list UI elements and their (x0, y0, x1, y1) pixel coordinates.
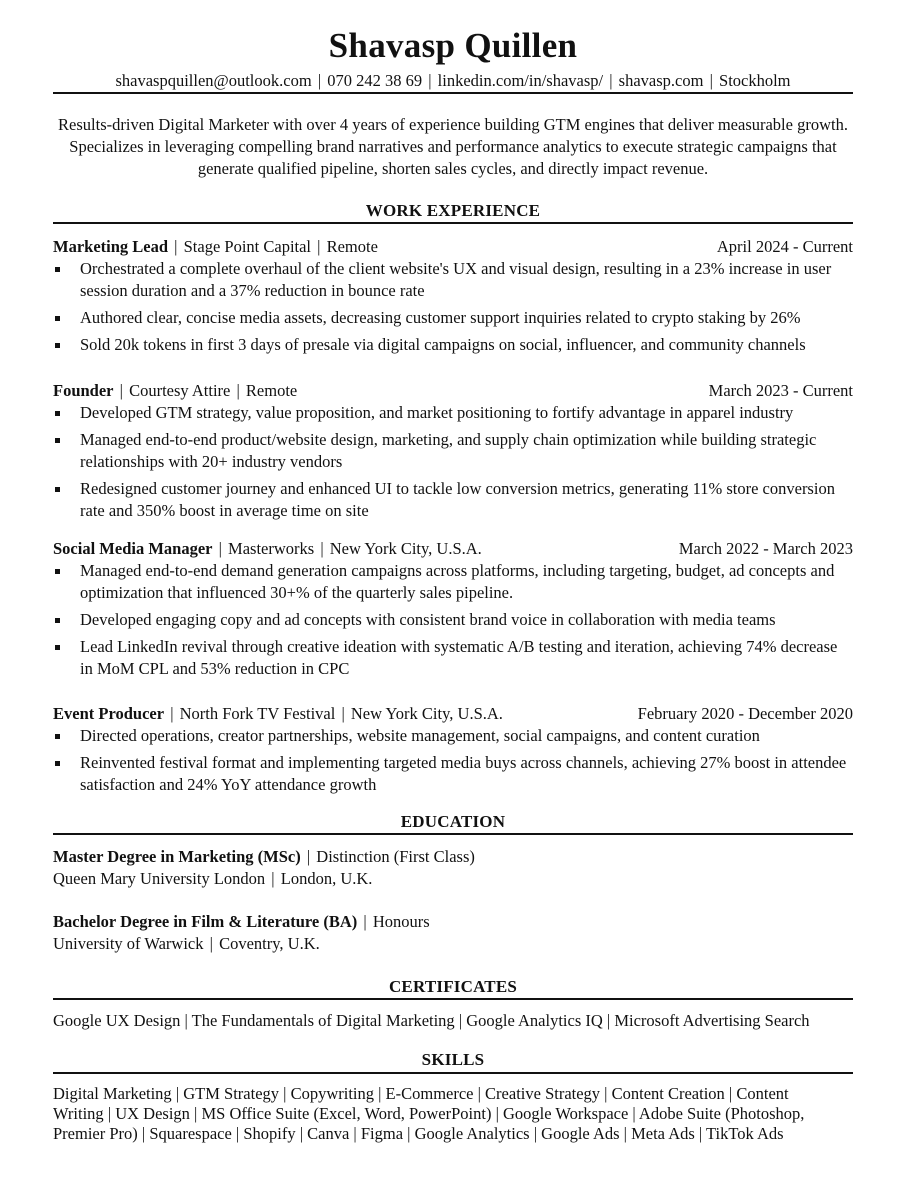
separator: | (709, 71, 713, 90)
list-item: Orchestrated a complete overhaul of the client website's UX and visual design, resulting in a 23% increase in user session duration and a 37% reduction in bounce rate (53, 258, 853, 302)
list-item: Developed GTM strategy, value proposition, and market positioning to fortify advantage in apparel industry (53, 402, 853, 424)
job-dates: February 2020 - December 2020 (637, 704, 853, 723)
school-name: University of Warwick (53, 934, 204, 953)
job-entry-marketing-lead (53, 236, 853, 361)
section-divider (53, 1072, 853, 1074)
bullet-square-icon (55, 645, 60, 650)
job-location: New York City, U.S.A. (350, 704, 503, 723)
website-link[interactable]: shavasp.com (618, 71, 704, 90)
separator: | (428, 71, 432, 90)
certificates-list: Google UX Design | The Fundamentals of Digital Marketing | Google Analytics IQ | Microsoft Advertising Search (53, 1011, 810, 1030)
separator: | (236, 381, 240, 400)
list-item: Lead LinkedIn revival through creative ideation with systematic A/B testing and iteration, achieving 74% decrease in MoM CPL and 53% reduction in CPC (53, 636, 853, 680)
separator: | (174, 237, 178, 256)
job-bullet-list (53, 258, 853, 356)
list-item: Reinvented festival format and implementing targeted media buys across channels, achieving 27% boost in attendee satisfaction and 24% YoY attendance growth (53, 752, 853, 796)
bullet-square-icon (55, 569, 60, 574)
school-location: London, U.K. (280, 869, 373, 888)
separator: | (170, 704, 174, 723)
bullet-square-icon (55, 618, 60, 623)
location: Stockholm (719, 71, 791, 90)
education-entry-masters (53, 846, 853, 890)
section-title-work-experience: WORK EXPERIENCE (365, 201, 541, 220)
separator: | (218, 539, 222, 558)
bullet-square-icon (55, 487, 60, 492)
section-divider (53, 998, 853, 1000)
separator: | (271, 869, 275, 888)
job-dates: April 2024 - Current (716, 237, 853, 256)
job-location: Remote (245, 381, 298, 400)
separator: | (609, 71, 613, 90)
degree-honor: Honours (372, 912, 430, 931)
bullet-square-icon (55, 438, 60, 443)
degree-honor: Distinction (First Class) (316, 847, 475, 866)
job-title: Event Producer (53, 704, 165, 723)
job-bullet-list (53, 560, 853, 680)
job-header (53, 380, 853, 402)
list-item: Directed operations, creator partnerships, website management, social campaigns, and content curation (53, 725, 853, 747)
job-title: Marketing Lead (53, 237, 169, 256)
company-name: North Fork TV Festival (179, 704, 336, 723)
job-header (53, 236, 853, 258)
list-item: Redesigned customer journey and enhanced UI to tackle low conversion metrics, generating 11% store conversion rate and 350% boost in average time on site (53, 478, 853, 522)
school-location: Coventry, U.K. (219, 934, 320, 953)
email-link[interactable]: shavaspquillen@outlook.com (115, 71, 312, 90)
professional-summary: Results-driven Digital Marketer with over 4 years of experience building GTM engines that deliver measurable growth. Specializes in leveraging compelling brand narratives and performance analytics to execute strategic campaigns that generate qualified pipeline, shorten sales cycles, and directly impact revenue. (58, 115, 848, 178)
job-entry-event-producer (53, 703, 853, 801)
bullet-square-icon (55, 411, 60, 416)
bullet-square-icon (55, 267, 60, 272)
contact-line (53, 70, 853, 92)
section-title-certificates: CERTIFICATES (388, 977, 518, 996)
skills-list: Digital Marketing | GTM Strategy | Copywriting | E-Commerce | Creative Strategy | Content Creation | Content Writing | UX Design | MS Office Suite (Excel, Word, PowerPoint) | Google Workspace | Adobe Suite (Photoshop, Premier Pro) | Squarespace | Shopify | Canva | Figma | Google Analytics | Google Ads | Meta Ads | TikTok Ads (53, 1084, 805, 1143)
job-location: New York City, U.S.A. (329, 539, 482, 558)
job-entry-social-media-manager (53, 538, 853, 685)
bullet-square-icon (55, 761, 60, 766)
job-entry-founder (53, 380, 853, 527)
degree-name: Bachelor Degree in Film & Literature (BA) (53, 912, 358, 931)
job-dates: March 2022 - March 2023 (678, 539, 853, 558)
linkedin-link[interactable]: linkedin.com/in/shavasp/ (437, 71, 604, 90)
separator: | (317, 237, 321, 256)
company-name: Masterworks (228, 539, 315, 558)
bullet-square-icon (55, 734, 60, 739)
school-name: Queen Mary University London (53, 869, 266, 888)
candidate-name: Shavasp Quillen (328, 26, 578, 65)
bullet-square-icon (55, 343, 60, 348)
list-item: Authored clear, concise media assets, decreasing customer support inquiries related to crypto staking by 26% (53, 307, 853, 329)
header-divider (53, 92, 853, 94)
separator: | (209, 934, 213, 953)
separator: | (341, 704, 345, 723)
section-divider (53, 833, 853, 835)
separator: | (317, 71, 322, 90)
list-item: Managed end-to-end product/website design, marketing, and supply chain optimization while building strategic relationships with 20+ industry vendors (53, 429, 853, 473)
degree-name: Master Degree in Marketing (MSc) (53, 847, 301, 866)
phone-number: 070 242 38 69 (327, 71, 423, 90)
separator: | (320, 539, 324, 558)
section-title-education: EDUCATION (400, 812, 506, 831)
list-item: Sold 20k tokens in first 3 days of presale via digital campaigns on social, influencer, and community channels (53, 334, 853, 356)
separator: | (306, 847, 311, 866)
separator: | (363, 912, 367, 931)
education-entry-bachelors (53, 911, 853, 955)
separator: | (119, 381, 123, 400)
job-bullet-list (53, 725, 853, 796)
company-name: Courtesy Attire (129, 381, 231, 400)
job-title: Founder (53, 381, 114, 400)
bullet-square-icon (55, 316, 60, 321)
job-location: Remote (326, 237, 378, 256)
job-title: Social Media Manager (53, 539, 213, 558)
job-dates: March 2023 - Current (708, 381, 853, 400)
list-item: Managed end-to-end demand generation campaigns across platforms, including targeting, budget, ad concepts and optimization that influenced 30+% of the quarterly sales pipeline. (53, 560, 853, 604)
job-header (53, 538, 853, 560)
job-header (53, 703, 853, 725)
section-divider (53, 222, 853, 224)
company-name: Stage Point Capital (183, 237, 312, 256)
list-item: Developed engaging copy and ad concepts with consistent brand voice in collaboration with media teams (53, 609, 853, 631)
section-title-skills: SKILLS (421, 1050, 485, 1069)
job-bullet-list (53, 402, 853, 522)
